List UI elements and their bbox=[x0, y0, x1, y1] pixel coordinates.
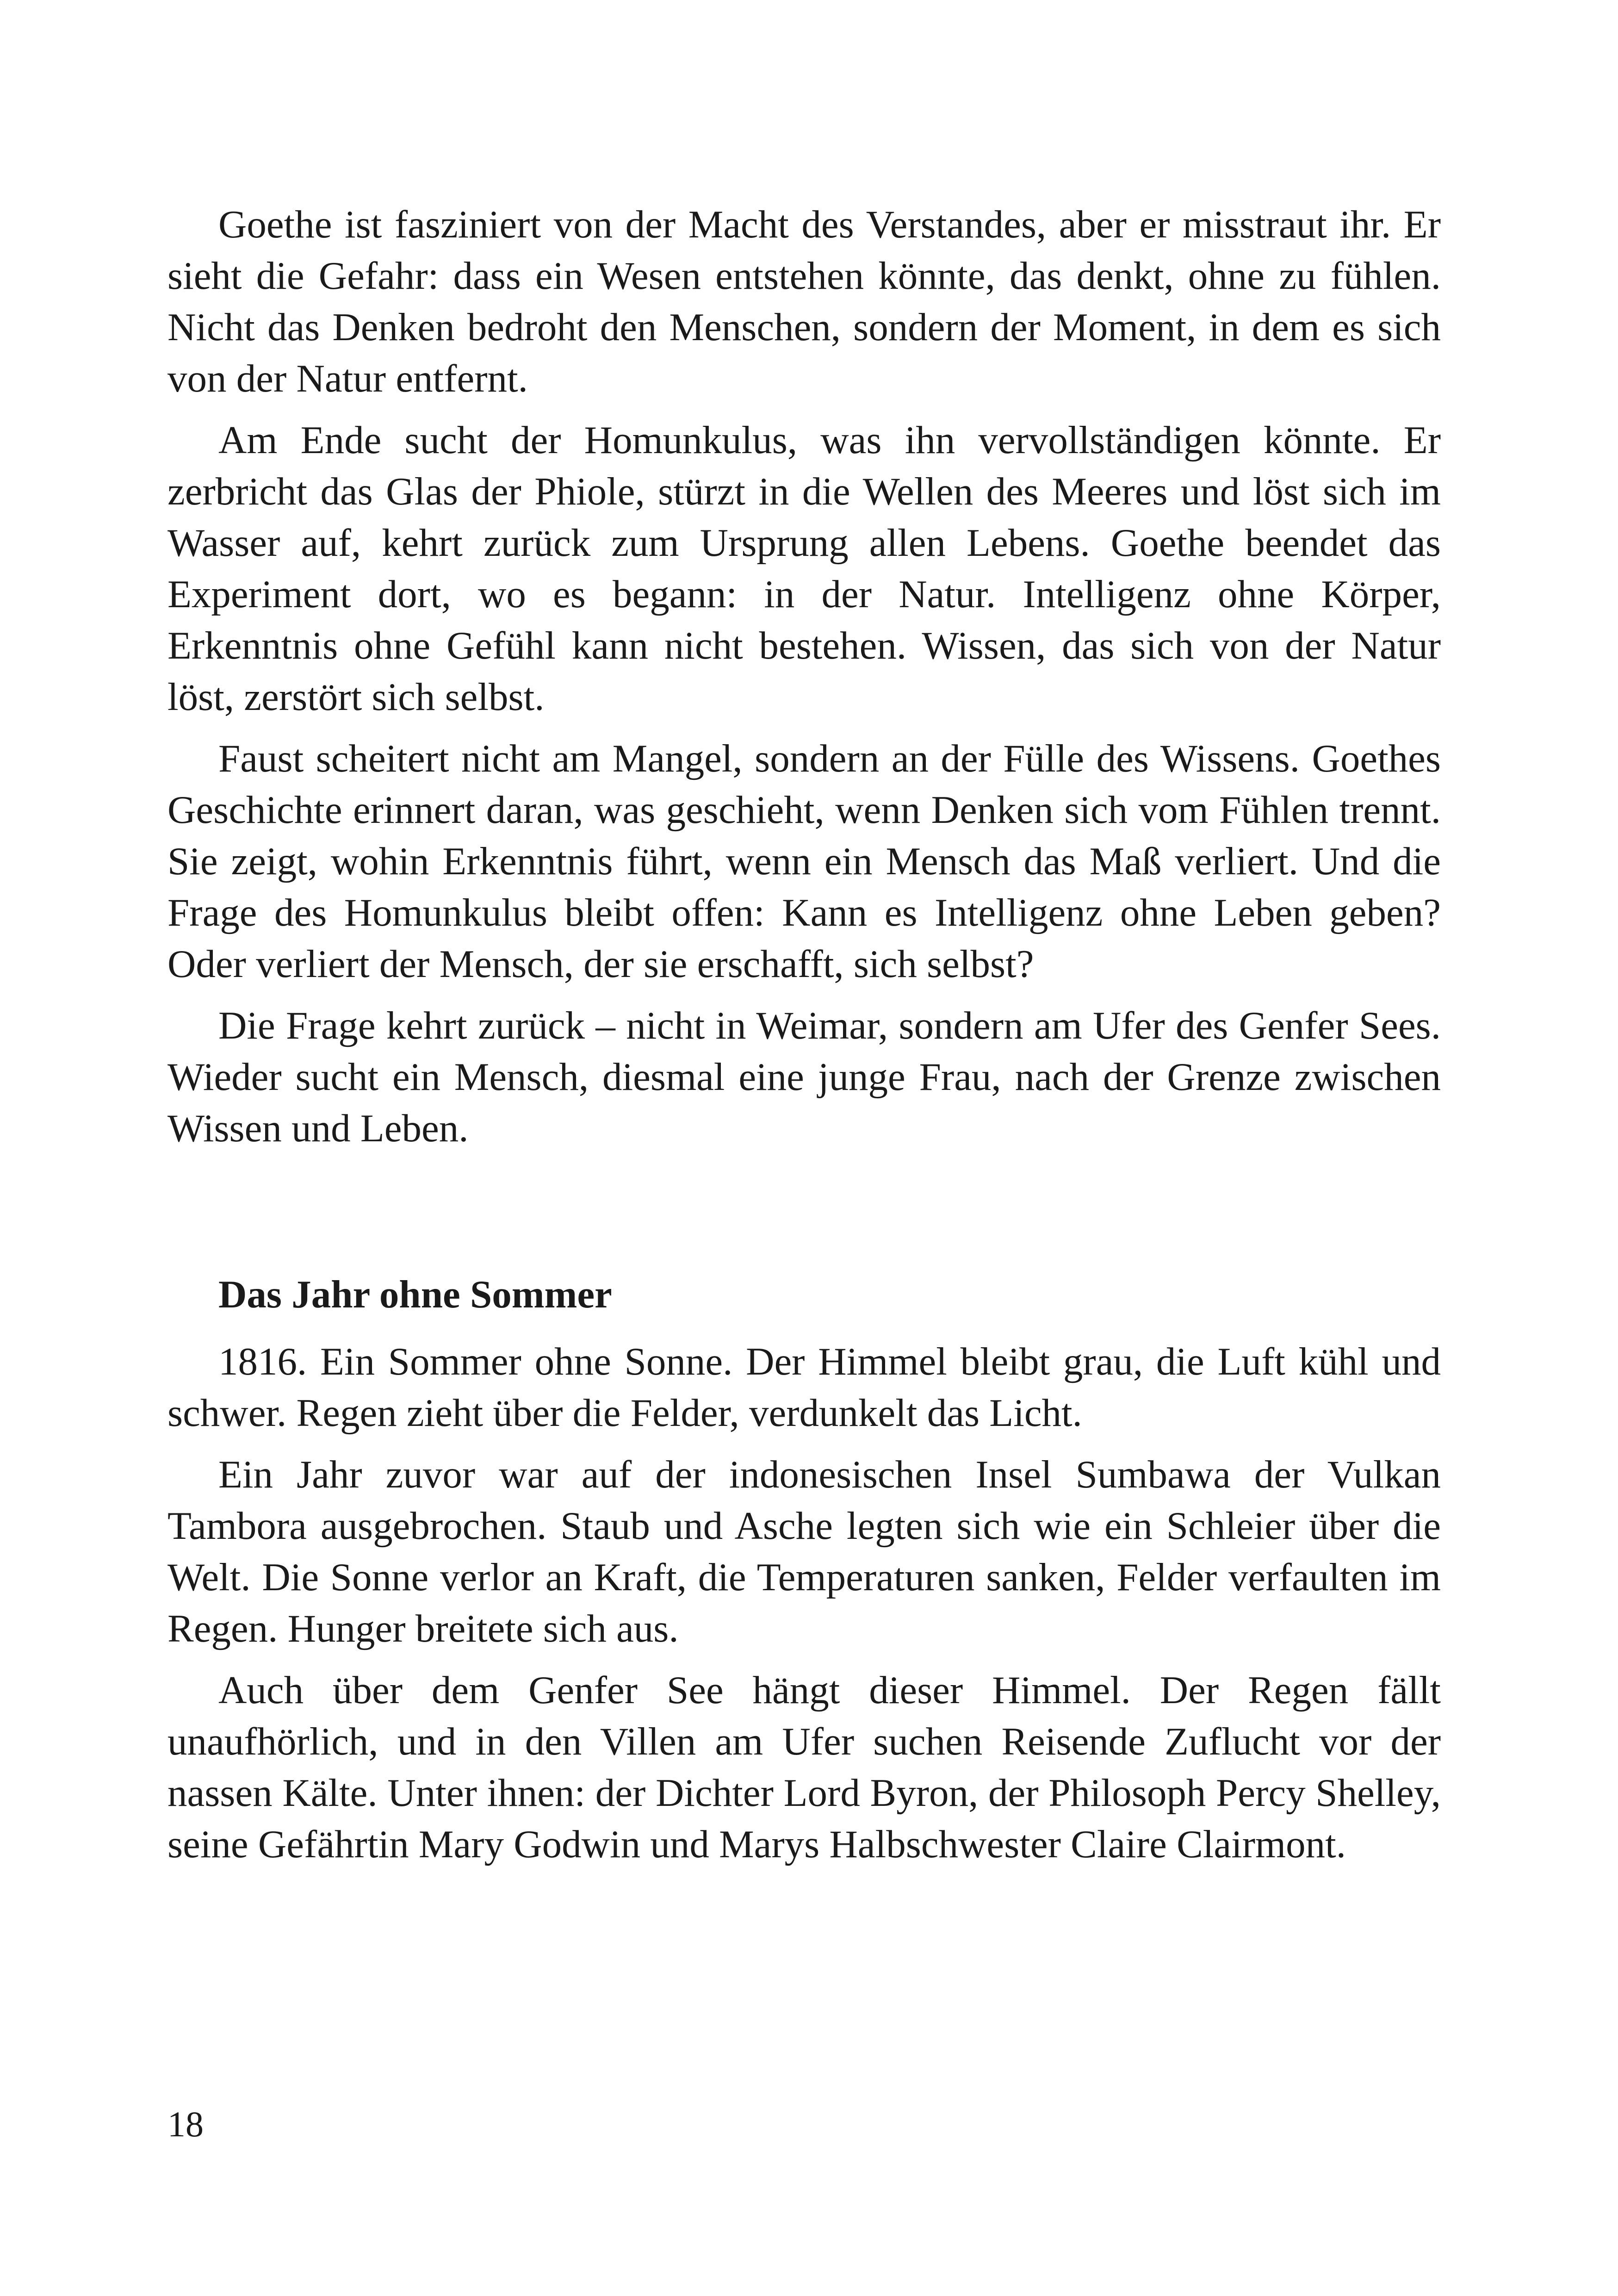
paragraph-homunkulus-ende: Am Ende sucht der Homunkulus, was ihn vervollständigen könnte. Er zerbricht das Glas der Phiole, stürzt in die Wellen des Meeres und löst sich im Wasser auf, kehrt zurück zum Ursprung allen Lebens. Goethe beendet das Experiment dort, wo es begann: in der Natur. Intelligenz ohne Körper, Erkenntnis ohne Gefühl kann nicht bestehen. Wissen, das sich von der Natur löst, zerstört sich selbst. bbox=[167, 418, 1441, 719]
paragraph-frage-kehrt-zurueck: Die Frage kehrt zurück – nicht in Weimar, sondern am Ufer des Genfer Sees. Wieder sucht ein Mensch, diesmal eine junge Frau, nach der Grenze zwischen Wissen und Leben. bbox=[167, 1004, 1441, 1150]
paragraph-faust-scheitert: Faust scheitert nicht am Mangel, sondern an der Fülle des Wissens. Goethes Geschichte erinnert daran, was geschieht, wenn Denken sich vom Fühlen trennt. Sie zeigt, wohin Erkenntnis führt, wenn ein Mensch das Maß verliert. Und die Frage des Homunkulus bleibt offen: Kann es Intelligenz ohne Leben geben? Oder verliert der Mensch, der sie erschafft, sich selbst? bbox=[167, 737, 1441, 986]
body-text bbox=[167, 199, 1441, 1870]
section-heading: Das Jahr ohne Sommer bbox=[218, 1273, 612, 1316]
paragraph-tambora: Ein Jahr zuvor war auf der indonesischen Insel Sumbawa der Vulkan Tambora ausgebrochen. Staub und Asche legten sich wie ein Schleier über die Welt. Die Sonne verlor an Kraft, die Temperaturen sanken, Felder verfaulten im Regen. Hunger breitete sich aus. bbox=[167, 1453, 1441, 1650]
paragraph-goethe-verstand: Goethe ist fasziniert von der Macht des Verstandes, aber er misstraut ihr. Er sieht die Gefahr: dass ein Wesen entstehen könnte, das denkt, ohne zu fühlen. Nicht das Denken bedroht den Menschen, sondern der Moment, in dem es sich von der Natur entfernt. bbox=[167, 203, 1441, 400]
paragraph-1816: 1816. Ein Sommer ohne Sonne. Der Himmel bleibt grau, die Luft kühl und schwer. Regen zieht über die Felder, verdunkelt das Licht. bbox=[167, 1340, 1441, 1435]
paragraph-genfer-see: Auch über dem Genfer See hängt dieser Himmel. Der Regen fällt unaufhörlich, und in den Villen am Ufer suchen Reisende Zuflucht vor der nassen Kälte. Unter ihnen: der Dichter Lord Byron, der Philosoph Percy Shelley, seine Gefährtin Mary Godwin und Marys Halbschwester Claire Clairmont. bbox=[167, 1668, 1441, 1866]
page-number: 18 bbox=[167, 2104, 204, 2144]
